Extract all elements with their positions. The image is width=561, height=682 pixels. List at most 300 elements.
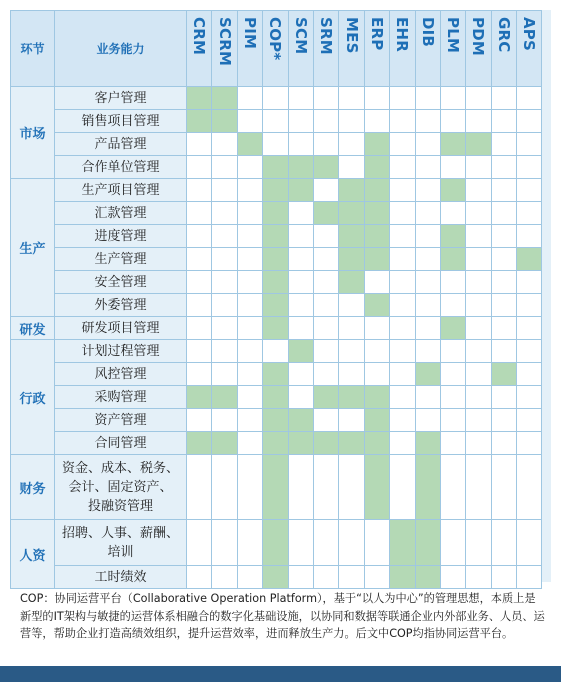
marked-cell: [364, 225, 389, 248]
empty-cell: [263, 133, 288, 156]
empty-cell: [440, 271, 465, 294]
system-header-ehr: [390, 11, 415, 87]
capability-label: 外委管理: [55, 294, 187, 317]
empty-cell: [364, 566, 389, 589]
capability-label: 风控管理: [55, 363, 187, 386]
marked-cell: [440, 225, 465, 248]
empty-cell: [491, 386, 516, 409]
empty-cell: [491, 87, 516, 110]
empty-cell: [491, 432, 516, 455]
empty-cell: [364, 363, 389, 386]
empty-cell: [415, 110, 440, 133]
table-row: [11, 110, 542, 133]
empty-cell: [491, 317, 516, 340]
capability-line: 招聘、人事、薪酬、: [61, 525, 179, 541]
table-row: [11, 363, 542, 386]
empty-cell: [339, 455, 364, 520]
marked-cell: [263, 386, 288, 409]
empty-cell: [390, 133, 415, 156]
empty-cell: [237, 202, 262, 225]
marked-cell: [364, 455, 389, 520]
system-header-pdm: [466, 11, 491, 87]
capability-label: [55, 520, 187, 566]
system-header-mes: [339, 11, 364, 87]
system-header-scrm: [212, 11, 237, 87]
empty-cell: [440, 202, 465, 225]
empty-cell: [491, 156, 516, 179]
marked-cell: [263, 225, 288, 248]
empty-cell: [288, 271, 313, 294]
empty-cell: [212, 317, 237, 340]
empty-cell: [288, 363, 313, 386]
capability-line: 资金、成本、税务、: [61, 460, 179, 476]
empty-cell: [440, 455, 465, 520]
empty-cell: [517, 110, 542, 133]
table-row: [11, 566, 542, 589]
system-header-cop: [263, 11, 288, 87]
empty-cell: [415, 340, 440, 363]
empty-cell: [517, 294, 542, 317]
empty-cell: [466, 566, 491, 589]
empty-cell: [415, 248, 440, 271]
empty-cell: [237, 248, 262, 271]
empty-cell: [415, 409, 440, 432]
empty-cell: [187, 271, 212, 294]
marked-cell: [339, 248, 364, 271]
marked-cell: [364, 294, 389, 317]
empty-cell: [517, 340, 542, 363]
capability-label: 生产管理: [55, 248, 187, 271]
system-label: ERP: [367, 17, 386, 51]
empty-cell: [313, 317, 338, 340]
empty-cell: [313, 225, 338, 248]
empty-cell: [288, 202, 313, 225]
marked-cell: [339, 225, 364, 248]
capability-label: 采购管理: [55, 386, 187, 409]
empty-cell: [339, 133, 364, 156]
segment-header: 环节: [11, 11, 55, 87]
table-row: [11, 409, 542, 432]
empty-cell: [237, 566, 262, 589]
empty-cell: [466, 432, 491, 455]
empty-cell: [364, 520, 389, 566]
marked-cell: [415, 520, 440, 566]
empty-cell: [440, 294, 465, 317]
footnote: COP：协同运营平台（Collaborative Operation Platform），基于“以人为中心”的管理思想，本质上是新型的IT架构与敏捷的运营体系相融合的数字化基础设施，以协同和数据等联通企业内外部业务、人员、运营等，帮助企业打造高绩效组织，提升运营效率，进而释放生产力。后文中COP均指协同运营平台。: [20, 592, 545, 640]
marked-cell: [263, 179, 288, 202]
empty-cell: [313, 520, 338, 566]
marked-cell: [491, 363, 516, 386]
system-header-scm: [288, 11, 313, 87]
empty-cell: [339, 294, 364, 317]
empty-cell: [491, 340, 516, 363]
table-row: [11, 133, 542, 156]
empty-cell: [288, 87, 313, 110]
empty-cell: [440, 87, 465, 110]
empty-cell: [364, 87, 389, 110]
empty-cell: [263, 87, 288, 110]
empty-cell: [390, 363, 415, 386]
empty-cell: [466, 317, 491, 340]
marked-cell: [339, 202, 364, 225]
empty-cell: [517, 566, 542, 589]
empty-cell: [491, 133, 516, 156]
system-label: SCM: [291, 17, 310, 55]
empty-cell: [517, 409, 542, 432]
empty-cell: [212, 520, 237, 566]
empty-cell: [390, 409, 415, 432]
marked-cell: [339, 432, 364, 455]
marked-cell: [364, 133, 389, 156]
empty-cell: [187, 409, 212, 432]
table-row: [11, 225, 542, 248]
empty-cell: [237, 432, 262, 455]
empty-cell: [440, 363, 465, 386]
marked-cell: [187, 110, 212, 133]
empty-cell: [491, 202, 516, 225]
empty-cell: [517, 386, 542, 409]
empty-cell: [517, 179, 542, 202]
system-label: DIB: [418, 17, 437, 48]
empty-cell: [187, 179, 212, 202]
empty-cell: [212, 409, 237, 432]
marked-cell: [263, 317, 288, 340]
empty-cell: [339, 317, 364, 340]
segment-label: 生产: [11, 179, 55, 317]
empty-cell: [440, 340, 465, 363]
system-header-grc: [491, 11, 516, 87]
system-label: SRM: [317, 17, 336, 55]
empty-cell: [288, 133, 313, 156]
empty-cell: [390, 179, 415, 202]
table-row: [11, 156, 542, 179]
empty-cell: [212, 340, 237, 363]
marked-cell: [187, 432, 212, 455]
empty-cell: [313, 409, 338, 432]
empty-cell: [466, 179, 491, 202]
marked-cell: [263, 455, 288, 520]
empty-cell: [491, 409, 516, 432]
empty-cell: [187, 520, 212, 566]
marked-cell: [263, 363, 288, 386]
marked-cell: [339, 179, 364, 202]
empty-cell: [313, 455, 338, 520]
empty-cell: [212, 455, 237, 520]
capability-label: 产品管理: [55, 133, 187, 156]
empty-cell: [187, 363, 212, 386]
empty-cell: [390, 271, 415, 294]
empty-cell: [339, 363, 364, 386]
marked-cell: [339, 386, 364, 409]
table-row: [11, 248, 542, 271]
empty-cell: [339, 156, 364, 179]
empty-cell: [212, 271, 237, 294]
empty-cell: [313, 340, 338, 363]
marked-cell: [415, 432, 440, 455]
empty-cell: [415, 294, 440, 317]
empty-cell: [237, 455, 262, 520]
empty-cell: [466, 202, 491, 225]
empty-cell: [517, 156, 542, 179]
empty-cell: [415, 271, 440, 294]
empty-cell: [364, 110, 389, 133]
segment-label: 人资: [11, 520, 55, 589]
empty-cell: [212, 202, 237, 225]
marked-cell: [187, 386, 212, 409]
empty-cell: [237, 294, 262, 317]
empty-cell: [212, 225, 237, 248]
empty-cell: [466, 455, 491, 520]
header-row: [11, 11, 542, 87]
empty-cell: [390, 340, 415, 363]
table-row: [11, 294, 542, 317]
marked-cell: [263, 248, 288, 271]
empty-cell: [288, 225, 313, 248]
marked-cell: [212, 87, 237, 110]
empty-cell: [466, 110, 491, 133]
marked-cell: [288, 432, 313, 455]
marked-cell: [237, 133, 262, 156]
marked-cell: [440, 133, 465, 156]
empty-cell: [466, 294, 491, 317]
capability-line: 投融资管理: [87, 498, 153, 514]
table-row: [11, 455, 542, 520]
empty-cell: [466, 363, 491, 386]
capability-label: 合作单位管理: [55, 156, 187, 179]
empty-cell: [390, 110, 415, 133]
empty-cell: [313, 363, 338, 386]
empty-cell: [212, 133, 237, 156]
marked-cell: [339, 271, 364, 294]
empty-cell: [390, 294, 415, 317]
empty-cell: [364, 340, 389, 363]
empty-cell: [440, 110, 465, 133]
empty-cell: [237, 271, 262, 294]
system-label: APS: [520, 17, 539, 52]
segment-label: 行政: [11, 340, 55, 455]
empty-cell: [466, 248, 491, 271]
empty-cell: [187, 566, 212, 589]
marked-cell: [364, 409, 389, 432]
marked-cell: [313, 432, 338, 455]
empty-cell: [466, 409, 491, 432]
empty-cell: [491, 248, 516, 271]
empty-cell: [288, 110, 313, 133]
empty-cell: [237, 386, 262, 409]
empty-cell: [440, 432, 465, 455]
marked-cell: [263, 156, 288, 179]
system-header-srm: [313, 11, 338, 87]
empty-cell: [491, 110, 516, 133]
marked-cell: [212, 386, 237, 409]
marked-cell: [364, 202, 389, 225]
capability-matrix-table: [10, 10, 542, 589]
empty-cell: [187, 133, 212, 156]
empty-cell: [288, 520, 313, 566]
marked-cell: [415, 363, 440, 386]
system-label: COP*: [266, 17, 285, 61]
marked-cell: [288, 340, 313, 363]
marked-cell: [364, 386, 389, 409]
segment-label: 财务: [11, 455, 55, 520]
empty-cell: [187, 455, 212, 520]
marked-cell: [415, 455, 440, 520]
empty-cell: [415, 386, 440, 409]
empty-cell: [491, 294, 516, 317]
empty-cell: [212, 363, 237, 386]
system-label: MES: [342, 17, 361, 54]
empty-cell: [237, 409, 262, 432]
empty-cell: [517, 271, 542, 294]
empty-cell: [339, 87, 364, 110]
empty-cell: [415, 225, 440, 248]
capability-label: 资产管理: [55, 409, 187, 432]
empty-cell: [440, 566, 465, 589]
marked-cell: [263, 202, 288, 225]
empty-cell: [466, 386, 491, 409]
empty-cell: [517, 202, 542, 225]
empty-cell: [212, 179, 237, 202]
empty-cell: [187, 340, 212, 363]
marked-cell: [263, 409, 288, 432]
empty-cell: [390, 87, 415, 110]
table-row: [11, 340, 542, 363]
empty-cell: [313, 566, 338, 589]
system-label: EHR: [393, 17, 412, 52]
empty-cell: [440, 520, 465, 566]
empty-cell: [390, 225, 415, 248]
capability-label: 工时绩效: [55, 566, 187, 589]
marked-cell: [212, 432, 237, 455]
capability-line: 培训: [107, 544, 134, 560]
system-label: GRC: [494, 17, 513, 53]
empty-cell: [187, 294, 212, 317]
empty-cell: [466, 340, 491, 363]
marked-cell: [288, 179, 313, 202]
empty-cell: [440, 386, 465, 409]
marked-cell: [288, 156, 313, 179]
table-row: [11, 386, 542, 409]
empty-cell: [313, 87, 338, 110]
empty-cell: [415, 156, 440, 179]
empty-cell: [288, 248, 313, 271]
capability-label: 进度管理: [55, 225, 187, 248]
system-header-crm: [187, 11, 212, 87]
capability-label: 销售项目管理: [55, 110, 187, 133]
empty-cell: [390, 455, 415, 520]
empty-cell: [415, 87, 440, 110]
system-label: PLM: [444, 17, 463, 54]
empty-cell: [517, 225, 542, 248]
empty-cell: [339, 340, 364, 363]
marked-cell: [263, 294, 288, 317]
capability-header: 业务能力: [55, 11, 187, 87]
empty-cell: [364, 271, 389, 294]
empty-cell: [237, 179, 262, 202]
table-row: [11, 271, 542, 294]
empty-cell: [263, 340, 288, 363]
empty-cell: [517, 133, 542, 156]
empty-cell: [313, 248, 338, 271]
empty-cell: [288, 294, 313, 317]
empty-cell: [237, 87, 262, 110]
empty-cell: [313, 179, 338, 202]
empty-cell: [288, 386, 313, 409]
table-row: [11, 520, 542, 566]
marked-cell: [390, 520, 415, 566]
marked-cell: [440, 179, 465, 202]
system-label: PIM: [240, 17, 259, 50]
empty-cell: [212, 248, 237, 271]
empty-cell: [466, 156, 491, 179]
empty-cell: [415, 179, 440, 202]
capability-label: 合同管理: [55, 432, 187, 455]
capability-label: 生产项目管理: [55, 179, 187, 202]
empty-cell: [212, 566, 237, 589]
empty-cell: [237, 520, 262, 566]
empty-cell: [187, 225, 212, 248]
empty-cell: [237, 363, 262, 386]
empty-cell: [491, 520, 516, 566]
empty-cell: [440, 156, 465, 179]
marked-cell: [263, 432, 288, 455]
segment-label: 市场: [11, 87, 55, 179]
empty-cell: [237, 156, 262, 179]
empty-cell: [187, 317, 212, 340]
capability-label: 安全管理: [55, 271, 187, 294]
marked-cell: [364, 156, 389, 179]
marked-cell: [390, 566, 415, 589]
marked-cell: [415, 566, 440, 589]
empty-cell: [517, 363, 542, 386]
empty-cell: [339, 520, 364, 566]
system-label: CRM: [190, 17, 209, 56]
capability-label: 研发项目管理: [55, 317, 187, 340]
system-header-plm: [440, 11, 465, 87]
empty-cell: [390, 317, 415, 340]
empty-cell: [491, 455, 516, 520]
marked-cell: [440, 317, 465, 340]
marked-cell: [364, 179, 389, 202]
empty-cell: [466, 225, 491, 248]
marked-cell: [187, 87, 212, 110]
empty-cell: [313, 294, 338, 317]
empty-cell: [187, 156, 212, 179]
table-row: [11, 179, 542, 202]
empty-cell: [313, 110, 338, 133]
empty-cell: [415, 317, 440, 340]
empty-cell: [491, 179, 516, 202]
empty-cell: [415, 202, 440, 225]
empty-cell: [390, 202, 415, 225]
empty-cell: [339, 566, 364, 589]
empty-cell: [517, 455, 542, 520]
system-header-aps: [517, 11, 542, 87]
empty-cell: [339, 409, 364, 432]
empty-cell: [237, 225, 262, 248]
capability-label: 汇款管理: [55, 202, 187, 225]
empty-cell: [491, 271, 516, 294]
empty-cell: [263, 110, 288, 133]
empty-cell: [288, 566, 313, 589]
empty-cell: [517, 432, 542, 455]
empty-cell: [491, 225, 516, 248]
system-label: SCRM: [215, 17, 234, 67]
empty-cell: [313, 271, 338, 294]
empty-cell: [440, 409, 465, 432]
system-header-pim: [237, 11, 262, 87]
marked-cell: [517, 248, 542, 271]
